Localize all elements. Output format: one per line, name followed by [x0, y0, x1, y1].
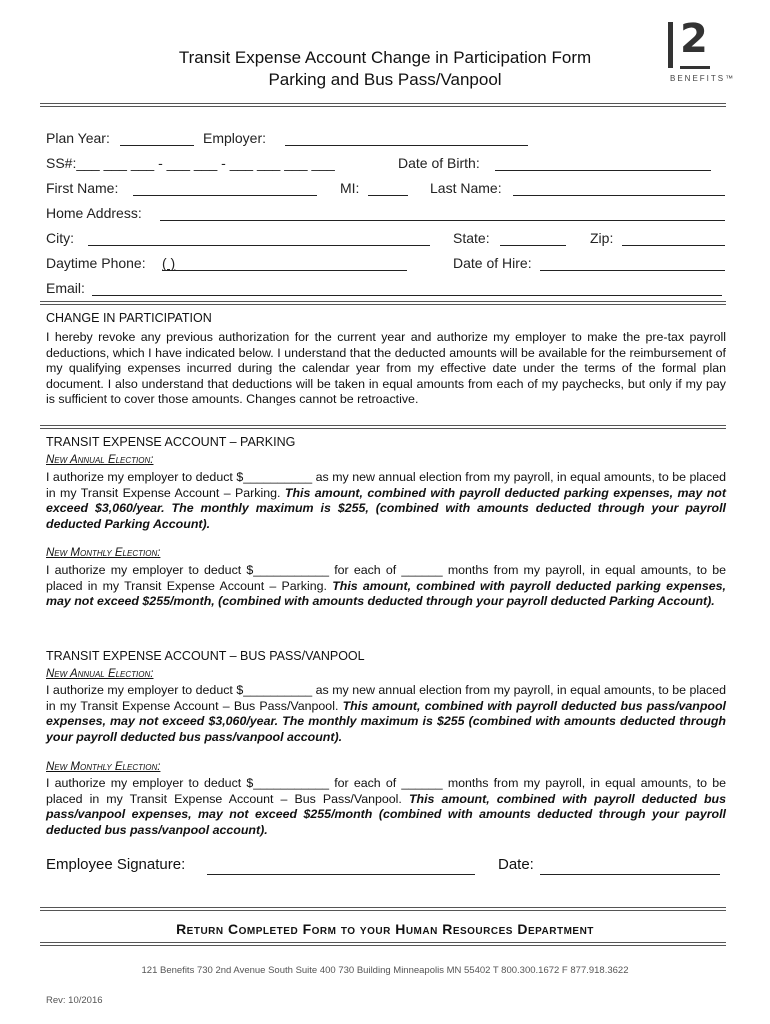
- state-field[interactable]: [500, 245, 566, 246]
- signature-date-label: Date:: [498, 856, 534, 873]
- bus-annual-label: New Annual Election:: [46, 668, 154, 680]
- change-text: I hereby revoke any previous authorization for the current year and authorize my employer to make the pre-tax payroll deductions, which I have indicated below. I understand that the deducted amounts will be available for the reimbursement of my qualifying expenses incurred during the calendar year from my effective date under the terms of the formal plan document. I also understand that deductions will be taken in equal amounts from each of my paychecks, but only if my pay is sufficient to cover those amounts. Changes cannot be retroactive.: [46, 330, 726, 407]
- zip-field[interactable]: [622, 245, 725, 246]
- parking-monthly-limit: This amount, combined with payroll deducted parking expenses, may not exceed $255/month, (combined with amounts deducted through your payroll deducted Parking Account).: [46, 578, 726, 609]
- ss-field[interactable]: SS#:___ ___ ___ - ___ ___ - ___ ___ ___ ___: [46, 155, 335, 171]
- logo-underline-icon: [680, 66, 710, 69]
- date-of-hire-field[interactable]: [540, 270, 725, 271]
- logo-wordmark: BENEFITS™: [670, 74, 736, 83]
- parking-monthly-paragraph: [46, 563, 726, 610]
- bus-monthly-label: New Monthly Election:: [46, 761, 161, 773]
- return-instructions: Return Completed Form to your Human Resources Department: [176, 921, 594, 937]
- mi-label: MI:: [340, 180, 360, 196]
- city-label: City:: [46, 230, 74, 246]
- email-field[interactable]: [92, 295, 722, 296]
- parking-annual-paragraph: [46, 470, 726, 532]
- first-name-label: First Name:: [46, 180, 119, 196]
- footer-divider-top: [40, 907, 726, 911]
- email-label: Email:: [46, 280, 85, 296]
- mi-field[interactable]: [368, 195, 408, 196]
- parking-monthly-text: I authorize my employer to deduct $___________ for each of ______ months from my payroll, in equal amounts, to be placed in my Transit Expense Account – Parking.: [46, 563, 726, 593]
- parking-monthly-label: New Monthly Election:: [46, 547, 161, 559]
- bus-annual-paragraph: [46, 683, 726, 745]
- employer-field[interactable]: [285, 145, 528, 146]
- employer-label: Employer:: [203, 130, 267, 146]
- 121-benefits-logo: [668, 16, 736, 83]
- change-heading: CHANGE IN PARTICIPATION: [46, 311, 212, 325]
- parking-annual-label: New Annual Election:: [46, 454, 154, 466]
- dob-label: Date of Birth:: [398, 155, 480, 171]
- parking-annual-text: I authorize my employer to deduct $__________ as my new annual election from my payroll, in equal amounts, to be placed in my Transit Expense Account – Parking.: [46, 470, 726, 500]
- home-address-field[interactable]: [160, 220, 725, 221]
- employee-signature-label: Employee Signature:: [46, 856, 186, 873]
- date-of-hire-label: Date of Hire:: [453, 255, 532, 271]
- fields-divider: [40, 301, 726, 305]
- zip-label: Zip:: [590, 230, 614, 246]
- parking-heading: TRANSIT EXPENSE ACCOUNT – PARKING: [46, 435, 296, 449]
- plan-year-field[interactable]: [120, 145, 194, 146]
- logo-mark: 2: [680, 16, 708, 62]
- logo-bar-icon: [668, 22, 673, 68]
- daytime-phone-label: Daytime Phone:: [46, 255, 146, 271]
- revision-date: Rev: 10/2016: [46, 995, 103, 1006]
- phone-area-code: ( ): [162, 255, 176, 271]
- parking-annual-limit: This amount, combined with payroll deducted parking expenses, may not exceed $3,060/year. The monthly maximum is $255, (combined with amounts deducted through your payroll deducted Parking Account).: [46, 485, 727, 531]
- header-divider: [40, 103, 726, 107]
- home-address-label: Home Address:: [46, 205, 142, 221]
- footer-divider-bottom: [40, 942, 726, 946]
- form-title-line1: Transit Expense Account Change in Participation Form: [178, 48, 592, 67]
- state-label: State:: [453, 230, 490, 246]
- bus-heading: TRANSIT EXPENSE ACCOUNT – BUS PASS/VANPOOL: [46, 649, 365, 663]
- first-name-field[interactable]: [133, 195, 317, 196]
- daytime-phone-field[interactable]: [162, 270, 407, 271]
- company-address: 121 Benefits 730 2nd Avenue South Suite 400 730 Building Minneapolis MN 55402 T 800.300.1672 F 877.918.3622: [141, 965, 629, 976]
- bus-monthly-paragraph: [46, 776, 726, 838]
- dob-field[interactable]: [495, 170, 711, 171]
- plan-year-label: Plan Year:: [46, 130, 110, 146]
- bus-monthly-limit: This amount, combined with payroll deducted bus pass/vanpool expenses, may not exceed $255/month (combined with amounts deducted through your payroll deducted bus pass/vanpool account).: [46, 791, 726, 837]
- last-name-field[interactable]: [513, 195, 725, 196]
- change-divider: [40, 425, 726, 429]
- bus-annual-limit: This amount, combined with payroll deducted bus pass/vanpool expenses, may not exceed $3,060/year. The monthly maximum is $255 (combined with amounts deducted through your payroll deducted bus pass/vanpool account).: [46, 698, 726, 744]
- form-title-line2: Parking and Bus Pass/Vanpool: [268, 70, 502, 89]
- bus-annual-text: I authorize my employer to deduct $__________ as my new annual election from my payroll, in equal amounts, to be placed in my Transit Expense Account – Bus Pass/Vanpool.: [46, 683, 726, 713]
- bus-monthly-text: I authorize my employer to deduct $___________ for each of ______ months from my payroll, in equal amounts, to be placed in my Transit Expense Account – Bus Pass/Vanpool.: [46, 776, 726, 806]
- signature-date-field[interactable]: [540, 874, 720, 875]
- last-name-label: Last Name:: [430, 180, 502, 196]
- city-field[interactable]: [88, 245, 430, 246]
- employee-signature-field[interactable]: [207, 874, 475, 875]
